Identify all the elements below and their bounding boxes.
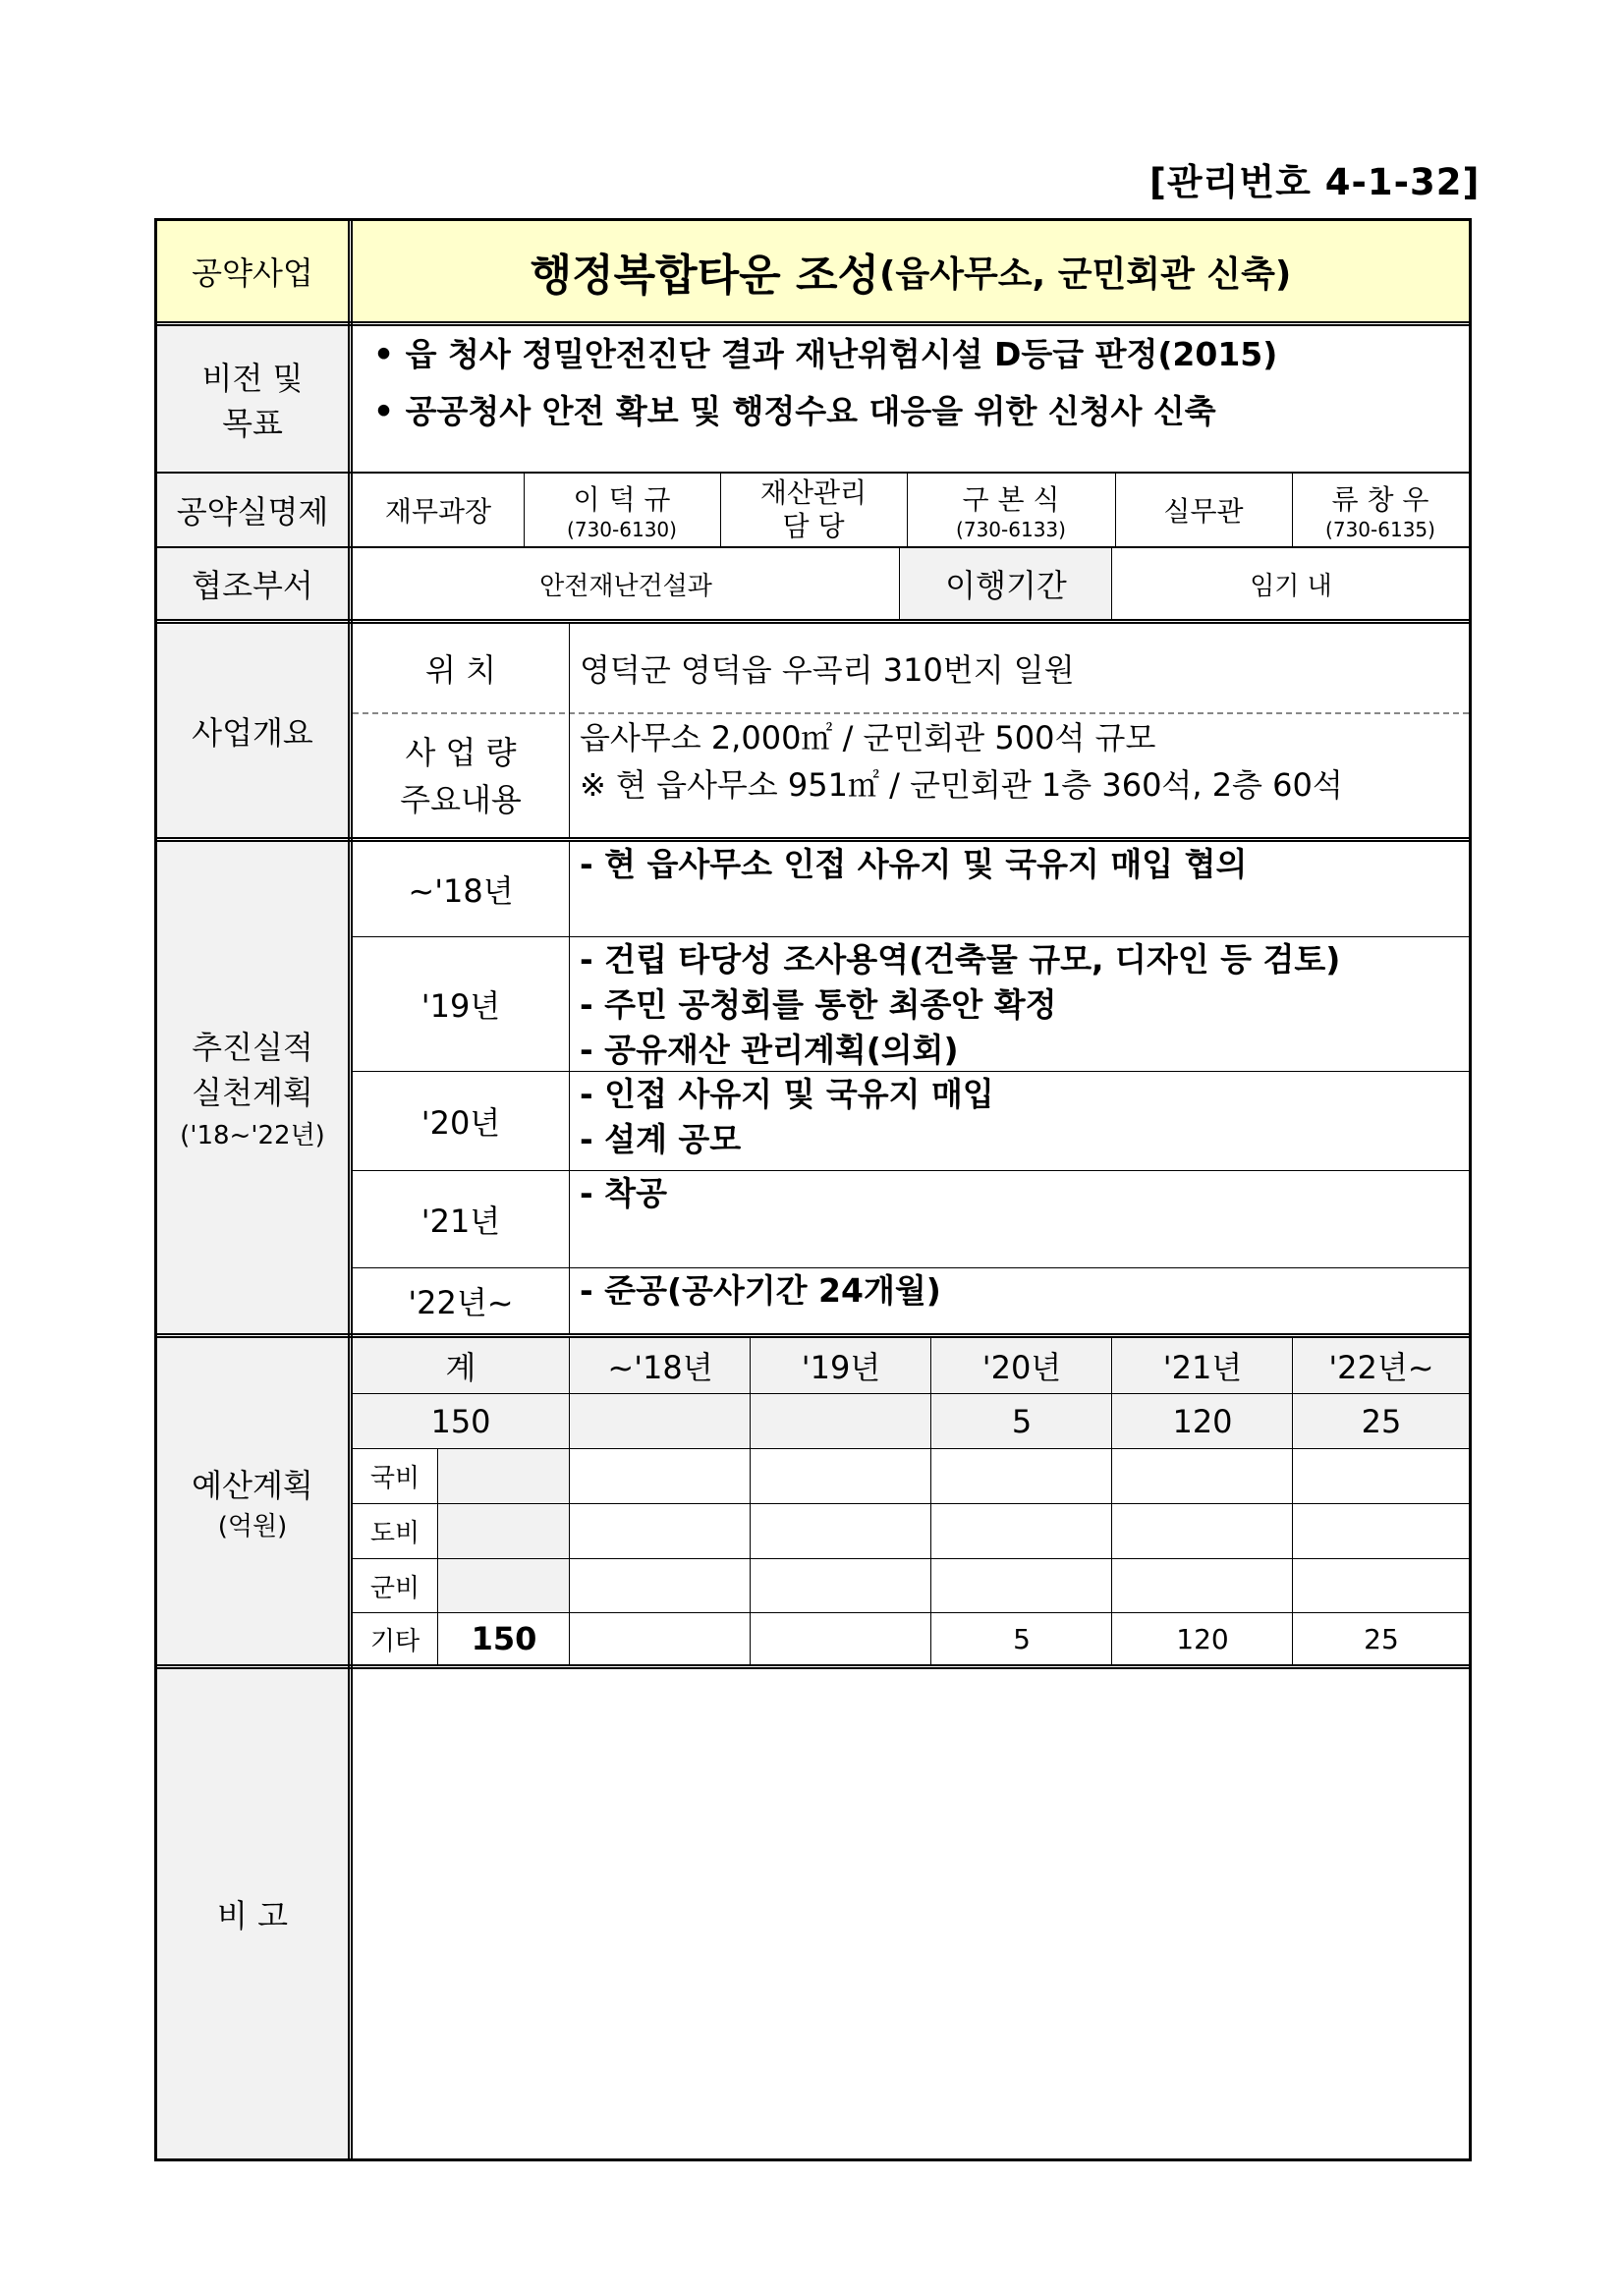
vision-label [157,326,348,472]
officer-title: 실무관 [1163,495,1244,528]
budget-source-total [439,1504,569,1558]
progress-label-line2: 실천계획 [192,1073,313,1111]
dept-head [524,474,720,546]
budget-header: '20년 [932,1338,1111,1393]
budget-total-cell: 150 [353,1394,569,1448]
pledge-form-table [154,218,1472,2161]
progress-line: - 준공(공사기간 24개월) [580,1271,941,1310]
volume-value [580,714,1469,837]
progress-year: ~'18년 [408,872,514,910]
budget-source-cell: 120 [1176,1622,1229,1655]
progress-content [580,937,1469,1071]
volume-label-line2: 주요내용 [400,780,522,818]
volume-label-line1: 사 업 량 [405,733,517,771]
vision-item: • 공공청사 안전 확보 및 행정수요 대응을 위한 신청사 신축 [373,392,1216,430]
progress-line: - 인접 사유지 및 국유지 매입 [580,1075,994,1113]
owners-label: 공약실명제 [157,474,348,546]
budget-label-line1: 예산계획 [192,1466,313,1504]
budget-source-name: 군비 [369,1573,420,1603]
remarks-label: 비 고 [157,1669,348,2158]
budget-header: '22년~ [1294,1338,1469,1393]
progress-label-line1: 추진실적 [192,1028,313,1066]
budget-header: 계 [353,1338,569,1393]
vision-label-line1: 비전 및 [201,360,304,397]
budget-source-total [439,1449,569,1503]
pledge-title-main: 행정복합타운 조성 [530,251,879,301]
budget-source-cell [752,1613,930,1664]
volume-line1: 읍사무소 2,000㎡ / 군민회관 500석 규모 [580,719,1156,756]
budget-total-cell [752,1394,930,1448]
location-value: 영덕군 영덕읍 우곡리 310번지 일원 [580,651,1075,689]
progress-year: '21년 [420,1203,501,1240]
budget-total-cell: 120 [1113,1394,1292,1448]
budget-total-cell: 25 [1294,1394,1469,1448]
budget-source-name: 국비 [369,1464,420,1493]
volume-label [353,714,569,837]
dept-head-name: 이 덕 규 [573,483,671,516]
cooperation-label: 협조부서 [157,548,348,619]
budget-source-name: 도비 [369,1519,420,1548]
dept-head-phone: (730-6130) [567,518,677,541]
vision-label-line2: 목표 [222,405,283,442]
progress-content [580,842,1469,936]
budget-header: ~'18년 [571,1338,750,1393]
progress-year: '22년~ [408,1284,514,1321]
period-value: 임기 내 [1250,571,1332,601]
progress-year: '20년 [420,1104,501,1142]
budget-total-cell [571,1394,750,1448]
pledge-title-sub: (읍사무소, 군민회관 신축) [878,253,1292,295]
progress-label [157,842,348,1333]
manager-phone: (730-6133) [956,518,1066,541]
progress-content [580,1072,1469,1170]
overview-label: 사업개요 [157,624,348,837]
manager-title [720,474,907,546]
vision-item: • 읍 청사 정밀안전진단 결과 재난위험시설 D등급 판정(2015) [373,335,1278,373]
budget-header: '21년 [1113,1338,1292,1393]
budget-source-name: 기타 [369,1626,420,1656]
period-label: 이행기간 [901,548,1111,619]
vision-goals [373,326,1469,472]
officer-phone: (730-6135) [1325,518,1435,541]
budget-source-cell [571,1613,750,1664]
progress-line: - 공유재산 관리계획(의회) [580,1031,959,1069]
progress-line: - 건립 타당성 조사용역(건축물 규모, 디자인 등 검토) [580,940,1341,979]
dept-head-title: 재무과장 [384,495,492,528]
budget-label-line2: (억원) [217,1511,288,1541]
location-label: 위 치 [425,651,496,689]
progress-line: - 착공 [580,1174,667,1212]
budget-source-total: 150 [471,1620,537,1657]
progress-line: - 주민 공청회를 통한 최종안 확정 [580,985,1057,1024]
progress-content [580,1268,1469,1333]
budget-source-total [439,1559,569,1612]
cooperation-dept: 안전재난건설과 [539,571,712,601]
progress-line: - 설계 공모 [580,1120,742,1158]
progress-year: '19년 [420,987,501,1025]
budget-header: '19년 [752,1338,930,1393]
budget-source-cell: 5 [1013,1622,1031,1655]
officer [1292,474,1469,546]
budget-source-cell: 25 [1364,1622,1399,1655]
progress-content [580,1171,1469,1267]
pledge-label: 공약사업 [157,221,348,321]
officer-name: 류 창 우 [1331,483,1429,516]
pledge-title [353,221,1469,321]
progress-line: - 현 읍사무소 인접 사유지 및 국유지 매입 협의 [580,845,1248,883]
manager-title-line2: 담 당 [782,510,845,542]
progress-label-line3: ('18~'22년) [180,1120,325,1150]
manager [907,474,1115,546]
budget-total-cell: 5 [932,1394,1111,1448]
remarks-content [353,1669,1469,2158]
management-number: [관리번호 4-1-32] [1149,161,1481,203]
manager-name: 구 본 식 [962,483,1060,516]
budget-label [157,1338,348,1664]
manager-title-line1: 재산관리 [759,476,868,509]
volume-line2: ※ 현 읍사무소 951㎡ / 군민회관 1층 360석, 2층 60석 [580,766,1343,804]
